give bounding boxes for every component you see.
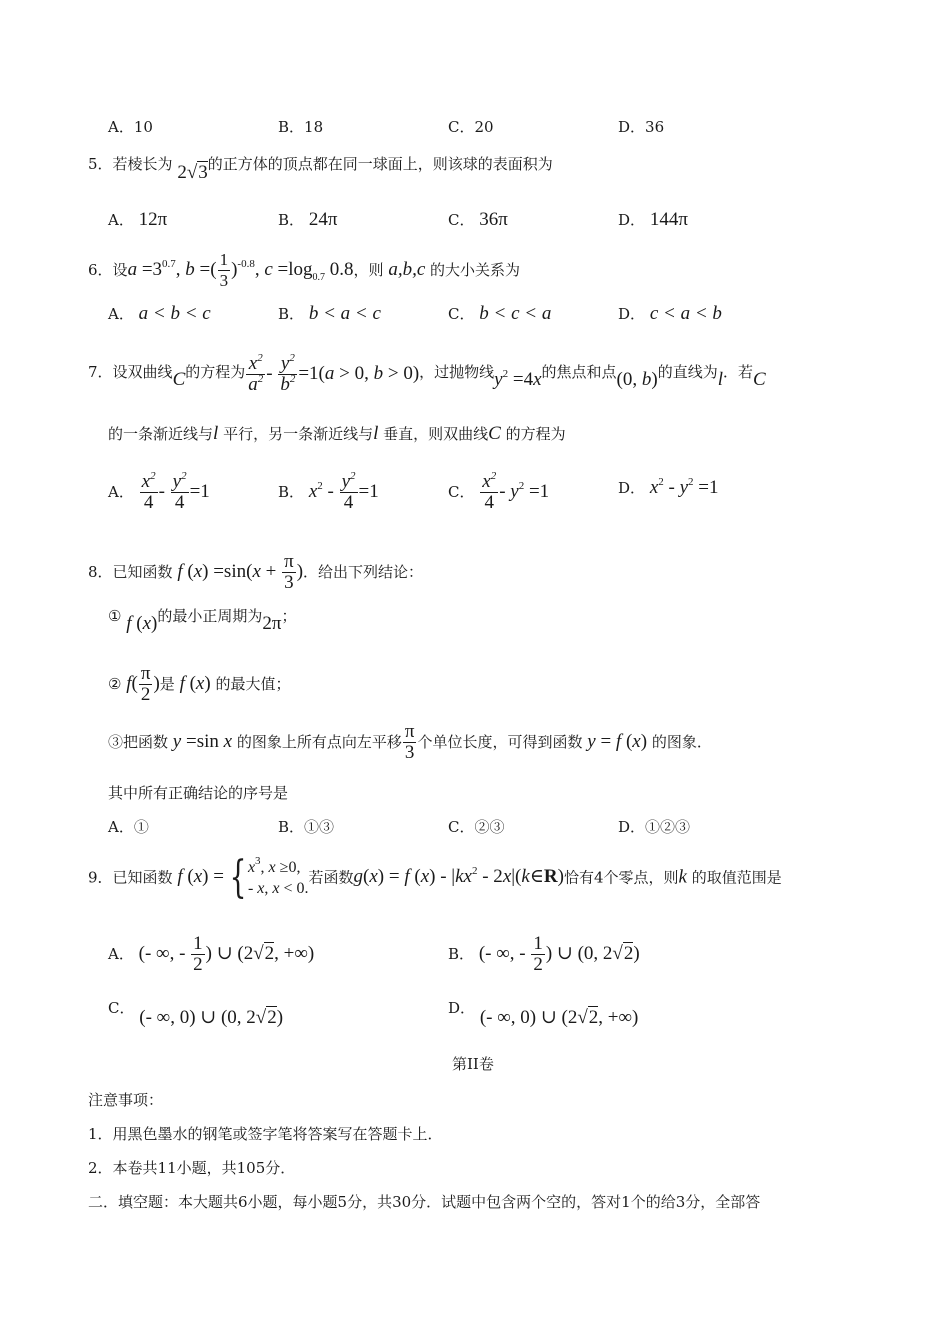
q7-stem-line2: 的一条渐近线与l 平行，另一条渐近线与l 垂直，则双曲线C 的方程为 — [108, 423, 566, 444]
notice-item-1: 1．用黑色墨水的钢笔或签字笔将答案写在答题卡上． — [88, 1125, 443, 1143]
q8-statement-2: ② f( $\frac{\pi}{2}$ )是 f (x) 的最大值； — [108, 663, 291, 705]
q9-choice-a: A． (- ∞, - $\frac{1}{2}$ ) ∪ (2√2, +∞) — [108, 933, 315, 975]
q7-choice-d: D． $x^2 - y^2 =1$ — [618, 476, 719, 498]
q8-statement-3: ③把函数 y =sin x 的图象上所有点向左平移 $\frac{\pi}{3}$ 个单位长度，可得到函数 y = f (x) 的图象． — [108, 721, 712, 763]
q7-stem-line1: 7．设双曲线C的方程为 $\frac{x^2}{a^2}$ - $\frac{y^2}{b^2}$ =1(a > 0, b > 0)，过抛物线$y^2 =4x$的焦点和点(0, b)的直线为l．若C — [88, 352, 766, 395]
q9-choice-c: C． (- ∞, 0) ∪ (0, 2√2) — [108, 999, 284, 1028]
q4-choice-b: B．18 — [278, 118, 324, 136]
notice-item-2: 2．本卷共11小题，共105分． — [88, 1159, 296, 1177]
q7-choice-b: B． $x^2$ - $\frac{y^2}{4}$ =1 — [278, 470, 379, 513]
q6-choice-a: A． a < b < c — [108, 303, 211, 324]
part2-title: 第II卷 — [452, 1055, 494, 1073]
q5-choice-d: D． 144π — [618, 209, 688, 230]
q8-stem: 8．已知函数 f (x) =sin(x + $\frac{\pi}{3}$ )．给出下列结论： — [88, 551, 424, 593]
q5-choice-b: B． 24π — [278, 209, 338, 230]
q6-choice-c: C． b < c < a — [448, 303, 552, 324]
q6-choice-b: B． b < a < c — [278, 303, 381, 324]
q8-choice-c: C．②③ — [448, 818, 505, 836]
q6-stem: 6．设$a =3^{0.7}$, b =( $\frac{1}{3}$ )$^{-0.8}$, $c =\log_{0.7}$ 0.8，则 a,b,c 的大小关系为 — [88, 250, 521, 290]
q6-formula: $a =3^{0.7}$, b =( $\frac{1}{3}$ )$^{-0.8}$, $c =\log_{0.7}$ 0.8 — [127, 250, 354, 290]
q4-choice-d: D．36 — [618, 118, 665, 136]
q9-choice-b: B． (- ∞, - $\frac{1}{2}$ ) ∪ (0, 2√2) — [448, 933, 640, 975]
q8-choice-b: B．①③ — [278, 818, 335, 836]
q8-ask: 其中所有正确结论的序号是 — [108, 784, 289, 802]
q9-choice-d: D． (- ∞, 0) ∪ (2√2, +∞) — [448, 999, 639, 1028]
q8-statement-1: ① f (x)的最小正周期为2π； — [108, 607, 297, 634]
q7-choice-c: C． $\frac{x^2}{4}$ - $y^2 =1$ — [448, 470, 550, 513]
q8-choice-d: D．①②③ — [618, 818, 691, 836]
section-fill-in: 二．填空题：本大题共6小题，每小题5分，共30分．试题中包含两个空的，答对1个的给3分，全部答 — [88, 1193, 761, 1211]
q5-stem: 5．若棱长为 2√3的正方体的顶点都在同一球面上，则该球的表面积为 — [88, 155, 553, 183]
q4-choice-c: C．20 — [448, 118, 494, 136]
q4-choice-a: A．10 — [108, 118, 153, 136]
q7-choice-a: A． $\frac{x^2}{4}$ - $\frac{y^2}{4}$ =1 — [108, 470, 210, 513]
q5-choice-c: C． 36π — [448, 209, 508, 230]
q5-choice-a: A． 12π — [108, 209, 168, 230]
notice-heading: 注意事项： — [88, 1091, 164, 1109]
q8-choice-a: A．① — [108, 818, 149, 836]
q9-stem: 9．已知函数 f (x) = { $x^3$, x ≥0, - x, x < 0. 若函数g(x) = f $(x) - |kx^2$ - 2x|(k∈R)恰有4个零点，则k 的取值范围是 — [88, 852, 782, 903]
q6-choice-d: D． c < a < b — [618, 303, 722, 324]
